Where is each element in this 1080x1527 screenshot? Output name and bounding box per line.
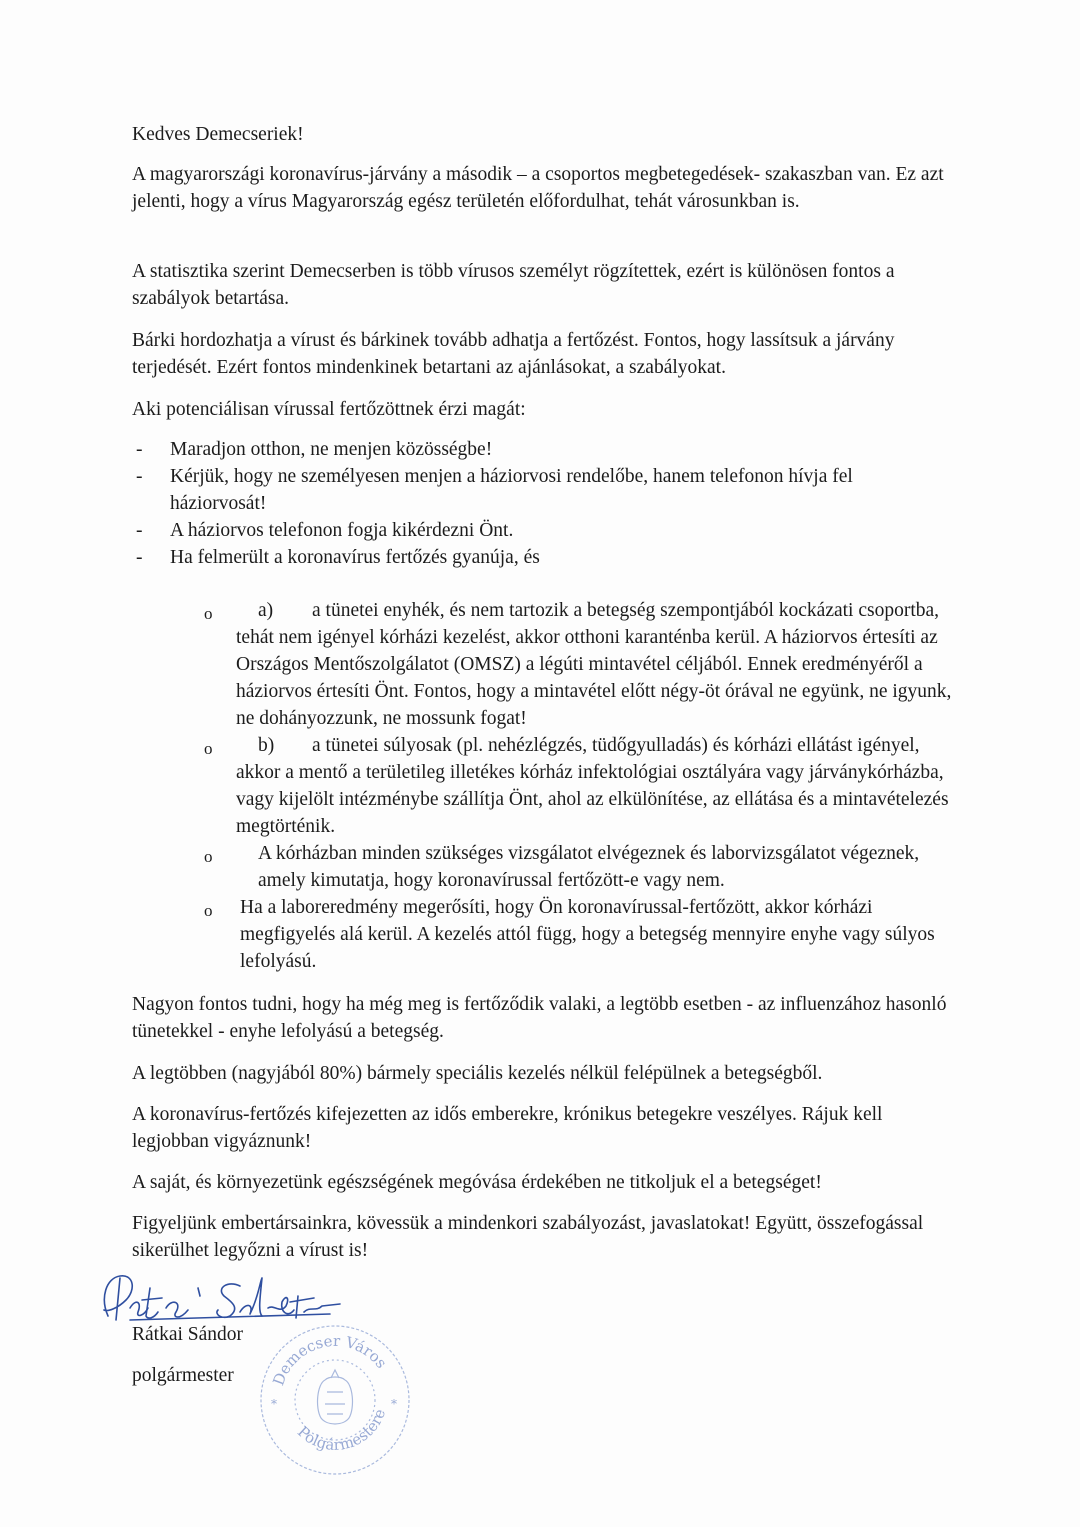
list-item-text: Kérjük, hogy ne személyesen menjen a háziorvosi rendelőbe, hanem telefonon hívja fel háziorvosát! xyxy=(170,466,853,514)
star-icon: * xyxy=(391,1397,397,1411)
stamp-text-top: Demecser Város xyxy=(269,1331,391,1388)
sub-item-text: A kórházban minden szükséges vizsgálatot elvégeznek és laborvizsgálatot végeznek, amely kimutatja, hogy koronavírussal fertőzött-e vagy nem. xyxy=(258,843,920,891)
sub-item-text: a tünetei enyhék, és nem tartozik a betegség szempontjából kockázati csoportba, tehát nem igényel kórházi kezelést, akkor otthoni karanténba kerül. A háziorvos értesíti az Országos Mentőszolgálatot (OMSZ) a légúti mintavétel céljából. Ennek eredményéről a háziorvos értesíti Önt. Fontos, hogy a mintavétel előtt négy-öt órával ne együnk, ne igyunk, ne dohányozzunk, ne mossunk fogat! xyxy=(236,600,952,729)
star-icon: * xyxy=(271,1397,277,1411)
paragraph-mild-course: Nagyon fontos tudni, hogy ha még meg is fertőződik valaki, a legtöbb esetben - az influenzához hasonló tünetekkel - enyhe lefolyású a betegség. xyxy=(132,994,947,1042)
case-list xyxy=(200,597,960,975)
paragraph-recovery: A legtöbben (nagyjából 80%) bármely speciális kezelés nélkül felépülnek a betegségből. xyxy=(132,1063,823,1084)
dash-marker: - xyxy=(136,547,143,568)
list-item xyxy=(132,463,952,517)
dash-marker: - xyxy=(136,439,143,460)
stamp-text-bottom: Polgármestere xyxy=(293,1406,390,1454)
dash-marker: - xyxy=(136,466,143,487)
list-item xyxy=(132,517,952,544)
sub-list-item xyxy=(200,597,960,732)
circle-bullet: o xyxy=(204,739,213,758)
official-stamp xyxy=(255,1320,415,1480)
item-tag: a) xyxy=(258,600,274,621)
greeting: Kedves Demecseriek! xyxy=(132,124,304,145)
sub-item-text: a tünetei súlyosak (pl. nehézlégzés, tüdőgyulladás) és kórházi ellátást igényel, akkor a mentő a területileg illetékes kórház infektológiai osztályára vagy járványkórházba, vagy kijelölt intézménybe szállítja Önt, ahol az elkülönítése, az ellátása és a mintavételezés megtörténik. xyxy=(236,735,949,837)
paragraph-intro: A magyarországi koronavírus-járvány a második – a csoportos megbetegedések- szakaszban van. Ez azt jelenti, hogy a vírus Magyarország egész területén előfordulhat, tehát városunkban is. xyxy=(132,164,944,212)
circle-bullet: o xyxy=(204,847,213,866)
list-item xyxy=(132,436,952,463)
list-item xyxy=(132,544,952,571)
sub-list-item xyxy=(200,894,960,975)
paragraph-risk-groups: A koronavírus-fertőzés kifejezetten az idős emberekre, krónikus betegekre veszélyes. Rájuk kell legjobban vigyáznunk! xyxy=(132,1104,883,1152)
paragraph-spread: Bárki hordozhatja a vírust és bárkinek tovább adhatja a fertőzést. Fontos, hogy lassítsuk a járvány terjedését. Ezért fontos mindenkinek betartani az ajánlásokat, a szabályokat. xyxy=(132,330,895,378)
paragraph-do-not-hide: A saját, és környezetünk egészségének megóvása érdekében ne titkoljuk el a betegséget! xyxy=(132,1172,822,1193)
item-tag: b) xyxy=(258,735,275,756)
circle-bullet: o xyxy=(204,901,213,920)
paragraph-together: Figyeljünk embertársainkra, kövessük a mindenkori szabályozást, javaslatokat! Együtt, összefogással sikerülhet legyőzni a vírust is! xyxy=(132,1213,924,1261)
dash-marker: - xyxy=(136,520,143,541)
list-item-text: Ha felmerült a koronavírus fertőzés gyanúja, és xyxy=(170,547,540,568)
sub-list-item xyxy=(200,840,960,894)
list-item-text: A háziorvos telefonon fogja kikérdezni Önt. xyxy=(170,520,514,541)
sub-list-item xyxy=(200,732,960,840)
signatory-title: polgármester xyxy=(132,1365,234,1386)
paragraph-statistics: A statisztika szerint Demecserben is több vírusos személyt rögzítettek, ezért is különösen fontos a szabályok betartása. xyxy=(132,261,895,309)
instruction-list xyxy=(132,436,952,571)
list-item-text: Maradjon otthon, ne menjen közösségbe! xyxy=(170,439,493,460)
sub-item-text: Ha a laboreredmény megerősíti, hogy Ön koronavírussal-fertőzött, akkor kórházi megfigyelés alá kerül. A kezelés attól függ, hogy a betegség mennyire enyhe vagy súlyos lefolyású. xyxy=(240,897,935,972)
paragraph-list-intro: Aki potenciálisan vírussal fertőzöttnek érzi magát: xyxy=(132,399,526,420)
signatory-name: Rátkai Sándor xyxy=(132,1324,244,1345)
circle-bullet: o xyxy=(204,604,213,623)
